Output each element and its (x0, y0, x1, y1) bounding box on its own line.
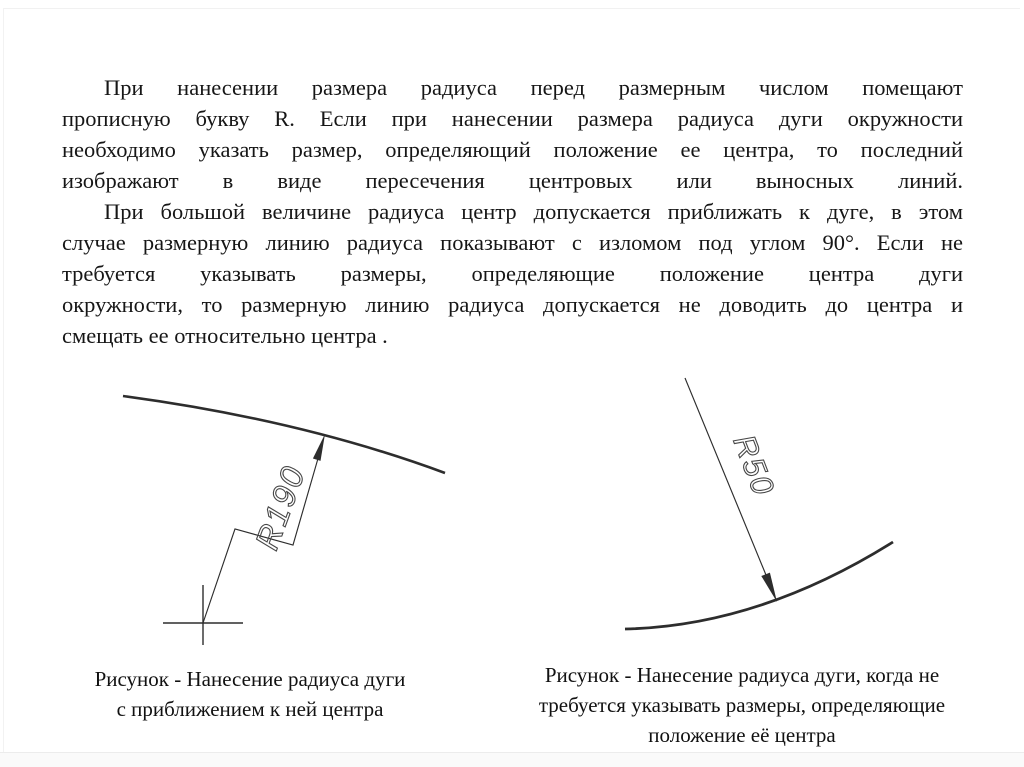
right-arrowhead-icon (761, 573, 777, 602)
right-figure-drawing (560, 370, 980, 635)
caption-line: Рисунок - Нанесение радиуса дуги, когда не (544, 663, 940, 687)
slide-top-edge-line (4, 8, 1020, 9)
slide-left-edge-line (3, 8, 4, 752)
center-cross-icon (163, 585, 243, 645)
paragraph2-line: окружности, то размерную линию радиуса допускается не доводить до центра и (62, 292, 963, 317)
left-arrowhead-icon (313, 434, 325, 461)
left-radius-label: R190 (247, 460, 313, 555)
right-figure-caption (502, 660, 982, 750)
paragraph1-line: необходимо указать размер, определяющий положение ее центра, то последний (62, 137, 963, 162)
paragraph1-line: прописную букву R. Если при нанесении размера радиуса дуги окружности (62, 106, 963, 131)
caption-line: положение её центра (648, 723, 836, 747)
caption-line: Рисунок - Нанесение радиуса дуги (94, 667, 406, 691)
paragraph2-line: смещать ее относительно центра . (62, 323, 388, 348)
right-radius-label: R50 (726, 429, 782, 502)
caption-line: с приближением к ней центра (116, 697, 384, 721)
body-text-block (62, 72, 963, 351)
paragraph2-line: требуется указывать размеры, определяющие положение центра дуги (62, 261, 963, 286)
left-arc-path (123, 396, 445, 473)
left-figure-caption (60, 664, 440, 724)
paragraph1-line: изображают в виде пересечения центровых или выносных линий. (62, 168, 963, 193)
right-arc-path (625, 542, 893, 629)
paragraph2-line: случае размерную линию радиуса показывают с изломом под углом 90°. Если не (62, 230, 963, 255)
caption-line: требуется указывать размеры, определяющие (538, 693, 946, 717)
paragraph1-line: При нанесении размера радиуса перед размерным числом помещают (104, 75, 963, 100)
paragraph2-line: При большой величине радиуса центр допускается приближать к дуге, в этом (104, 199, 963, 224)
left-figure-drawing (110, 385, 460, 650)
slide-bottom-strip (0, 753, 1024, 767)
